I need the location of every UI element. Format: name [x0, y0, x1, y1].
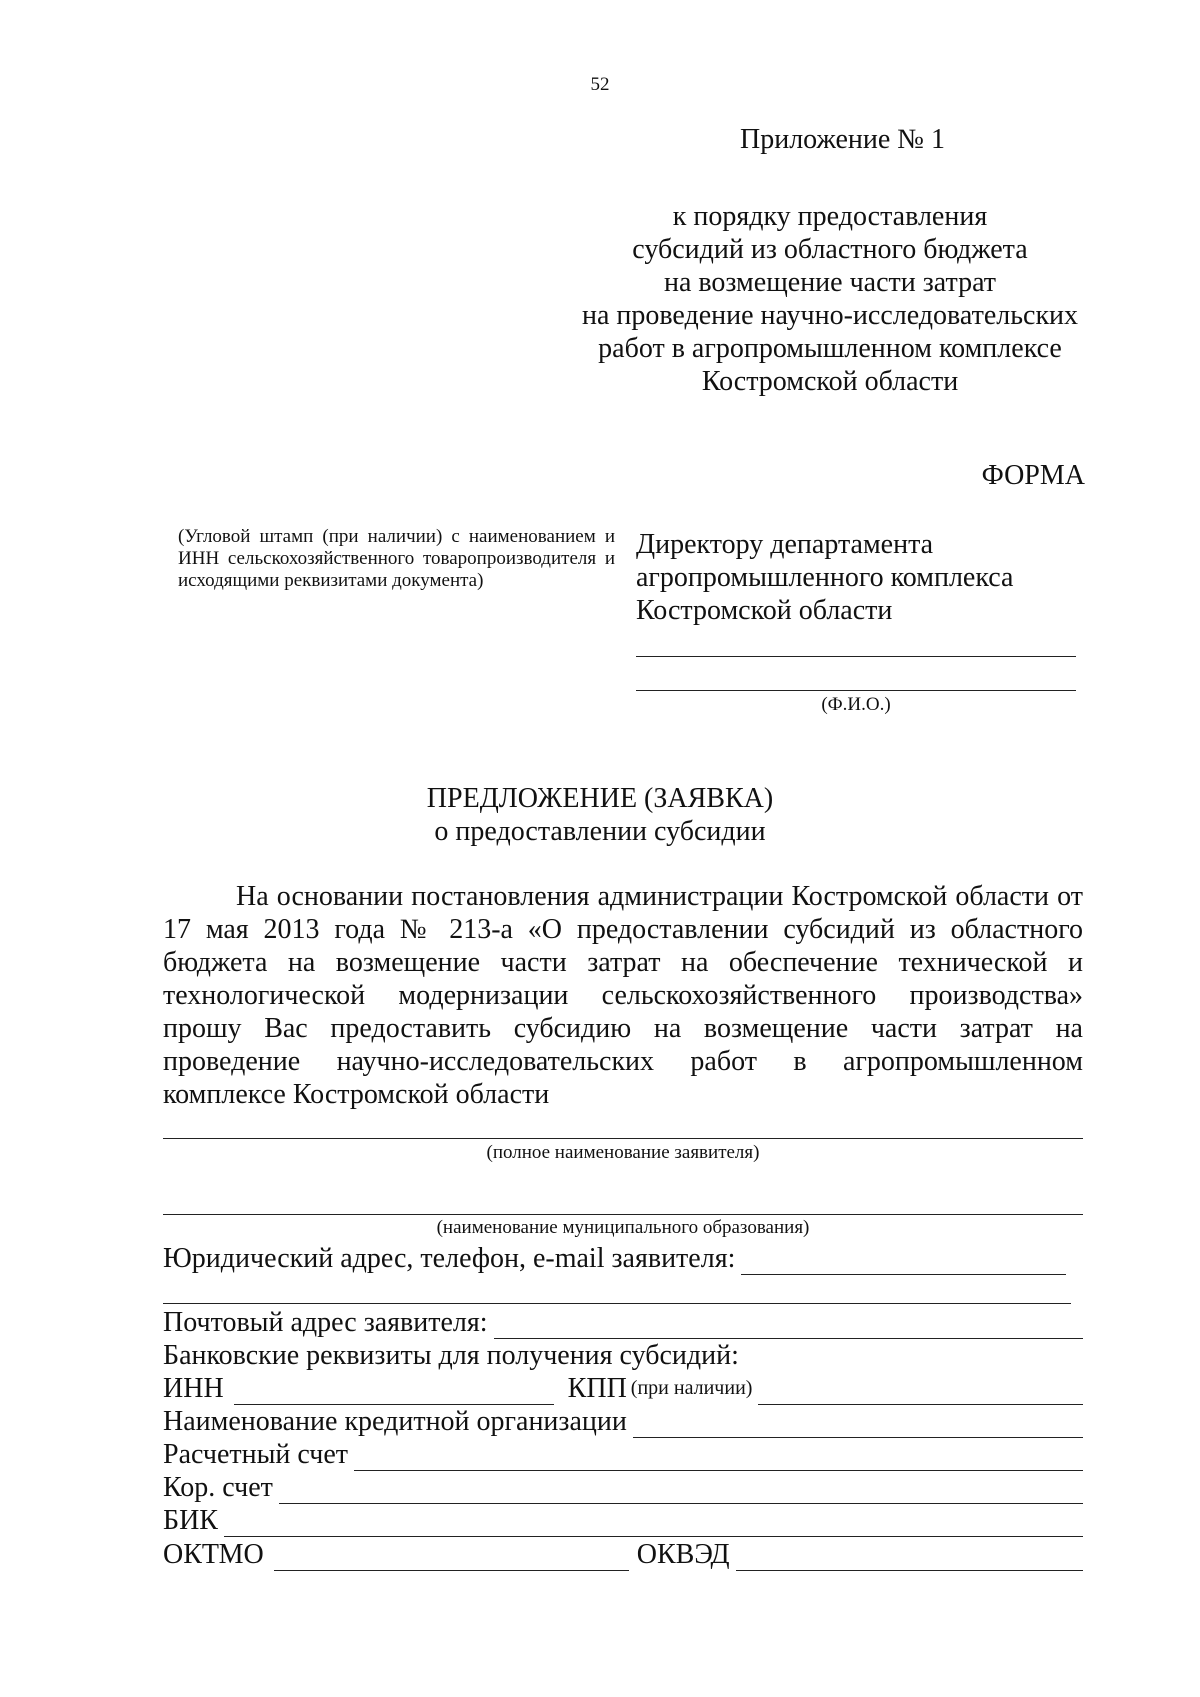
okved-field[interactable] [736, 1544, 1083, 1571]
appendix-line: Костромской области [701, 366, 959, 397]
kpp-label: КПП [567, 1373, 627, 1404]
credit-org-row [163, 1405, 1083, 1438]
appendix-line: работ в агропромышленном комплексе [598, 333, 1062, 364]
legal-address-label: Юридический адрес, телефон, e-mail заявителя: [163, 1243, 736, 1274]
oktmo-okved-row [163, 1538, 1083, 1571]
corr-account-field[interactable] [279, 1477, 1083, 1504]
addressee-blank-line[interactable] [636, 656, 1076, 657]
document-title [0, 782, 1200, 848]
credit-org-field[interactable] [633, 1411, 1083, 1438]
appendix-description [560, 200, 1100, 398]
kpp-field[interactable] [758, 1378, 1083, 1405]
settlement-account-field[interactable] [354, 1444, 1083, 1471]
inn-label: ИНН [163, 1373, 224, 1404]
inn-field[interactable] [234, 1378, 554, 1405]
request-paragraph: На основании постановления администрации Костромской области от 17 мая 2013 года № 213-а «О предоставлении субсидий из областного бюджета на возмещение части затрат на обеспечение технической и технологической модернизации сельскохозяйственного производства» прошу Вас предоставить субсидию на возмещение части затрат на проведение научно-исследовательских работ в агропромышленном комплексе Костромской области [163, 881, 1083, 1110]
fio-caption: (Ф.И.О.) [821, 694, 891, 715]
legal-address-row [163, 1242, 1083, 1275]
oktmo-field[interactable] [274, 1544, 629, 1571]
municipality-caption: (наименование муниципального образования) [436, 1217, 810, 1238]
corr-account-row [163, 1471, 1083, 1504]
addressee-block [636, 528, 1013, 627]
inn-kpp-row [163, 1372, 1083, 1405]
applicant-name-caption: (полное наименование заявителя) [486, 1142, 760, 1163]
bank-details-label: Банковские реквизиты для получения субсидий: [163, 1340, 739, 1371]
postal-address-label: Почтовый адрес заявителя: [163, 1307, 488, 1338]
settlement-account-label: Расчетный счет [163, 1439, 349, 1470]
appendix-title: Приложение № 1 [740, 124, 945, 155]
corner-stamp-note: (Угловой штамп (при наличии) с наименованием и ИНН сельскохозяйственного товаропроизводителя и исходящими реквизитами документа) [178, 526, 615, 591]
document-title-sub: о предоставлении субсидии [434, 816, 766, 847]
appendix-line: на проведение научно-исследовательских [581, 300, 1079, 331]
appendix-line: к порядку предоставления [672, 201, 988, 232]
municipality-line[interactable] [163, 1214, 1083, 1215]
legal-address-continuation-line[interactable] [163, 1303, 1071, 1304]
okved-label: ОКВЭД [636, 1539, 730, 1570]
page-number: 52 [590, 74, 610, 95]
corr-account-label: Кор. счет [163, 1472, 273, 1503]
bik-row [163, 1504, 1083, 1537]
postal-address-field[interactable] [494, 1312, 1083, 1339]
document-title-main: ПРЕДЛОЖЕНИЕ (ЗАЯВКА) [426, 783, 774, 814]
appendix-line: на возмещение части затрат [663, 267, 997, 298]
oktmo-label: ОКТМО [163, 1539, 264, 1570]
bik-field[interactable] [224, 1510, 1083, 1537]
postal-address-row [163, 1306, 1083, 1339]
kpp-note: (при наличии) [630, 1377, 753, 1399]
legal-address-field[interactable] [741, 1248, 1066, 1275]
addressee-line: агропромышленного комплекса [636, 562, 1014, 593]
settlement-account-row [163, 1438, 1083, 1471]
appendix-line: субсидий из областного бюджета [632, 234, 1028, 265]
addressee-line: Директору департамента [636, 529, 934, 560]
credit-org-label: Наименование кредитной организации [163, 1406, 627, 1437]
addressee-line: Костромской области [636, 595, 893, 626]
bank-details-row [163, 1339, 1083, 1372]
applicant-name-line[interactable] [163, 1138, 1083, 1139]
bik-label: БИК [163, 1505, 218, 1536]
form-label: ФОРМА [981, 460, 1085, 491]
fio-blank-line[interactable] [636, 690, 1076, 691]
